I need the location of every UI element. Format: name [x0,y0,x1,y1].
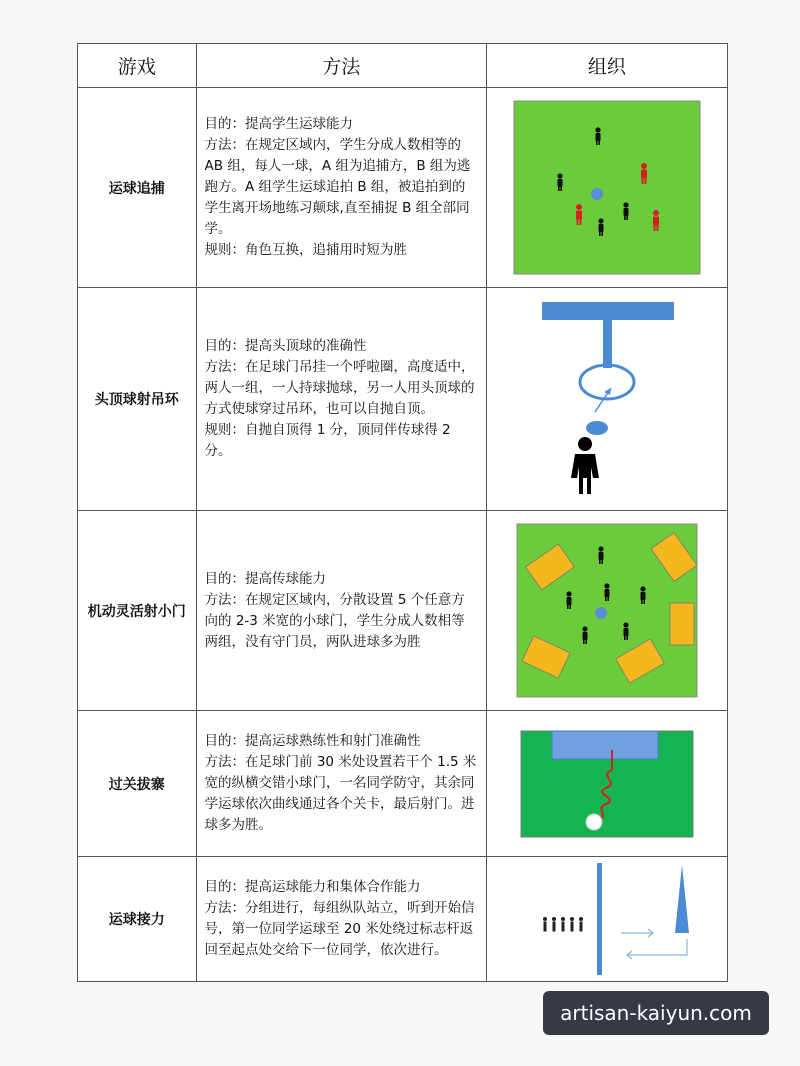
table-row [78,857,728,982]
game-name: 机动灵活射小门 [78,511,197,711]
game-method: 目的：提高头顶球的准确性 方法：在足球门吊挂一个呼啦圈，高度适中，两人一组，一人持球抛球，另一人用头顶球的方式使球穿过吊环，也可以自抛自顶。 规则：自抛自顶得 1 分，顶同伴传球得 2 分。 [204,338,475,459]
small-goals-field-diagram [516,523,698,698]
dribble-goal-diagram [520,730,694,838]
table-row [78,288,728,511]
ball-icon [595,607,607,619]
goal-crossbar [542,302,674,320]
game-method: 目的：提高传球能力 方法：在规定区域内，分散设置 5 个任意方向的 2-3 米宽的小球门，学生分成人数相等两组，没有守门员，两队进球多为胜 [204,570,465,650]
header-method: 方法 [196,44,486,88]
table-row [78,88,728,288]
player-icon [579,917,583,932]
small-goal [670,603,694,645]
relay-diagram [517,863,697,975]
game-name: 运球追捕 [78,88,197,288]
game-name: 头顶球射吊环 [78,288,197,511]
player-icon [561,917,565,932]
game-method: 目的：提高运球能力和集体合作能力 方法：分组进行，每组纵队站立，听到开始信号，第一位同学运球至 20 米处绕过标志杆返回至起点处交给下一位同学，依次进行。 [204,879,475,958]
game-name: 过关拔寨 [78,711,197,857]
goal [552,731,658,759]
activity-table [77,43,728,982]
header-organization: 组织 [486,44,727,88]
person-icon [571,437,599,494]
hanging-rope [603,320,612,368]
start-line [597,863,602,975]
ball-icon [586,814,602,830]
header-game: 游戏 [78,44,197,88]
player-icon [543,917,547,932]
game-method: 目的：提高学生运球能力 方法：在规定区域内，学生分成人数相等的 AB 组，每人一球，A 组为追捕方，B 组为逃跑方。A 组学生运球追拍 B 组，被追拍到的学生离开场地练习颠球,直至捕捉 B 组全部同学。 规则：角色互换，追捕用时短为胜 [204,116,471,258]
game-method: 目的：提高运球熟练性和射门准确性 方法：在足球门前 30 米处设置若干个 1.5 米宽的纵横交错小球门，一名同学防守，其余同学运球依次曲线通过各个关卡，最后射门。进球多为胜。 [204,733,477,833]
field [514,101,700,274]
hanging-hoop-diagram [507,302,707,497]
watermark-badge: artisan-kaiyun.com [543,991,769,1035]
table-row [78,511,728,711]
return-arrow [627,939,687,955]
player-icon [570,917,574,932]
game-name: 运球接力 [78,857,197,982]
table-row [78,711,728,857]
marker-pole [675,865,689,933]
player-icon [552,917,556,932]
field-chase-diagram [513,100,701,275]
table-header-row [78,44,728,88]
ball-icon [591,188,603,200]
ball-icon [586,421,608,435]
